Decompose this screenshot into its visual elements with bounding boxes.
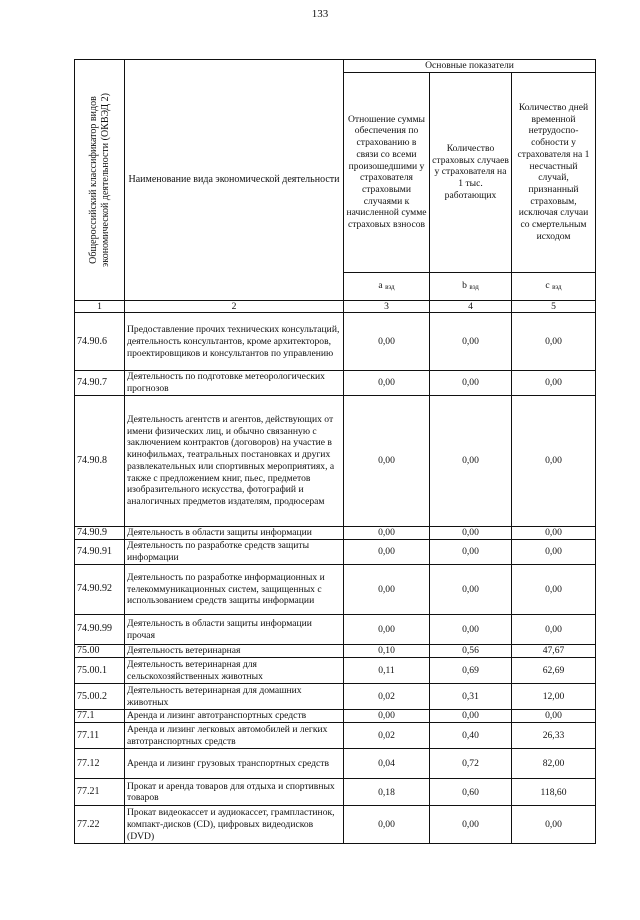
value-c: 0,00	[512, 806, 596, 844]
value-b: 0,31	[430, 684, 512, 710]
activity-name: Деятельность по разработке информационных и телекоммуникационных систем, защищенных с использованием средств защиты информации	[125, 565, 344, 615]
value-b: 0,72	[430, 749, 512, 779]
okved-code: 77.21	[75, 779, 125, 806]
value-b: 0,56	[430, 645, 512, 658]
okved-code: 77.12	[75, 749, 125, 779]
okved-header-cell	[75, 60, 125, 301]
value-b: 0,00	[430, 806, 512, 844]
table-row	[75, 684, 596, 710]
value-c: 26,33	[512, 723, 596, 749]
activity-name: Деятельность ветеринарная	[125, 645, 344, 658]
okved-code: 74.90.99	[75, 615, 125, 645]
value-c: 0,00	[512, 371, 596, 395]
activity-name: Аренда и лизинг автотранспортных средств	[125, 710, 344, 723]
activity-name: Деятельность агентств и агентов, действующих от имени физических лиц, и обычно связанную с заключением контрактов (договоров) на участие в кинофильмах, театральных постановках и других развлекательных или спортивных мероприятиях, а также с предложением книг, пьес, предметов изобразительного искусства, фотографий и аналогичных предметов издателям, продюсерам	[125, 395, 344, 526]
activity-name: Деятельность по подготовке метеорологических прогнозов	[125, 371, 344, 395]
column-number: 1	[75, 300, 125, 313]
table-row	[75, 779, 596, 806]
okved-code: 74.90.6	[75, 313, 125, 371]
symbol-a-subscript: вэд	[385, 283, 395, 292]
column-number: 5	[512, 300, 596, 313]
value-a: 0,00	[344, 806, 430, 844]
value-a: 0,11	[344, 658, 430, 684]
value-a: 0,00	[344, 565, 430, 615]
indicator-a-header: Отношение суммы обеспечения по страхованию в связи со всеми произошедшими у страхователя страховыми случаями к начисленной сумме страховых взносов	[344, 72, 430, 272]
okved-code: 77.11	[75, 723, 125, 749]
column-number: 4	[430, 300, 512, 313]
value-b: 0,00	[430, 313, 512, 371]
activity-name: Прокат и аренда товаров для отдыха и спортивных товаров	[125, 779, 344, 806]
okved-code: 77.1	[75, 710, 125, 723]
table-row	[75, 565, 596, 615]
indicator-b-header: Количество страховых случаев у страхователя на 1 тыс. работающих	[430, 72, 512, 272]
indicator-c-symbol	[512, 272, 596, 300]
column-number: 3	[344, 300, 430, 313]
value-c: 47,67	[512, 645, 596, 658]
indicators-table	[74, 59, 596, 844]
activity-name: Деятельность в области защиты информации	[125, 526, 344, 539]
value-b: 0,00	[430, 395, 512, 526]
okved-code: 77.22	[75, 806, 125, 844]
table-row	[75, 806, 596, 844]
page-number: 133	[311, 8, 329, 20]
indicator-a-symbol	[344, 272, 430, 300]
value-a: 0,04	[344, 749, 430, 779]
activity-name: Деятельность ветеринарная для сельскохозяйственных животных	[125, 658, 344, 684]
table-row	[75, 645, 596, 658]
value-b: 0,00	[430, 615, 512, 645]
value-b: 0,00	[430, 371, 512, 395]
table-row	[75, 615, 596, 645]
value-a: 0,00	[344, 371, 430, 395]
value-a: 0,02	[344, 684, 430, 710]
value-c: 12,00	[512, 684, 596, 710]
main-indicators-header: Основные показатели	[344, 60, 596, 73]
value-b: 0,00	[430, 565, 512, 615]
okved-code: 75.00.2	[75, 684, 125, 710]
symbol-b-subscript: вэд	[469, 283, 479, 292]
value-a: 0,00	[344, 710, 430, 723]
value-c: 0,00	[512, 313, 596, 371]
value-a: 0,00	[344, 313, 430, 371]
indicator-c-header: Количество дней временной нетрудоспо-собности у страхователя на 1 несчастный случай, признанный страховым, исключая случаи со смертельным исходом	[512, 72, 596, 272]
value-c: 0,00	[512, 710, 596, 723]
symbol-a: a	[378, 280, 383, 292]
value-c: 0,00	[512, 540, 596, 565]
value-b: 0,00	[430, 540, 512, 565]
activity-name-header: Наименование вида экономической деятельности	[125, 60, 344, 301]
okved-code: 75.00.1	[75, 658, 125, 684]
symbol-b: b	[462, 280, 467, 292]
value-c: 0,00	[512, 526, 596, 539]
okved-code: 74.90.92	[75, 565, 125, 615]
value-c: 62,69	[512, 658, 596, 684]
header-row-group	[75, 60, 596, 73]
value-c: 82,00	[512, 749, 596, 779]
activity-name: Деятельность ветеринарная для домашних животных	[125, 684, 344, 710]
activity-name: Деятельность по разработке средств защиты информации	[125, 540, 344, 565]
okved-code: 74.90.91	[75, 540, 125, 565]
okved-header: Общероссийский классификатор видов экономической деятельности (ОКВЭД 2)	[87, 92, 111, 267]
value-a: 0,00	[344, 615, 430, 645]
column-number-row	[75, 300, 596, 313]
table-row	[75, 658, 596, 684]
value-b: 0,60	[430, 779, 512, 806]
value-b: 0,40	[430, 723, 512, 749]
value-b: 0,00	[430, 710, 512, 723]
value-a: 0,00	[344, 526, 430, 539]
okved-code: 74.90.9	[75, 526, 125, 539]
table-row	[75, 395, 596, 526]
table-row	[75, 313, 596, 371]
okved-code: 74.90.8	[75, 395, 125, 526]
activity-name: Предоставление прочих технических консультаций, деятельность консультантов, кроме архитекторов, проектировщиков и консультантов по управлению	[125, 313, 344, 371]
symbol-c: c	[545, 280, 550, 292]
okved-code: 74.90.7	[75, 371, 125, 395]
table-row	[75, 723, 596, 749]
value-a: 0,00	[344, 540, 430, 565]
value-c: 0,00	[512, 565, 596, 615]
value-a: 0,18	[344, 779, 430, 806]
value-c: 0,00	[512, 615, 596, 645]
table-row	[75, 749, 596, 779]
table-row	[75, 526, 596, 539]
activity-name: Деятельность в области защиты информации прочая	[125, 615, 344, 645]
indicator-b-symbol	[430, 272, 512, 300]
table-row	[75, 371, 596, 395]
value-a: 0,10	[344, 645, 430, 658]
table-row	[75, 710, 596, 723]
value-c: 0,00	[512, 395, 596, 526]
value-a: 0,02	[344, 723, 430, 749]
value-a: 0,00	[344, 395, 430, 526]
symbol-c-subscript: вэд	[552, 283, 562, 292]
activity-name: Аренда и лизинг легковых автомобилей и легких автотранспортных средств	[125, 723, 344, 749]
value-b: 0,69	[430, 658, 512, 684]
okved-code: 75.00	[75, 645, 125, 658]
value-c: 118,60	[512, 779, 596, 806]
table-body	[75, 60, 596, 844]
column-number: 2	[125, 300, 344, 313]
value-b: 0,00	[430, 526, 512, 539]
activity-name: Прокат видеокассет и аудиокассет, грампластинок, компакт-дисков (CD), цифровых видеодисков (DVD)	[125, 806, 344, 844]
activity-name: Аренда и лизинг грузовых транспортных средств	[125, 749, 344, 779]
table-row	[75, 540, 596, 565]
